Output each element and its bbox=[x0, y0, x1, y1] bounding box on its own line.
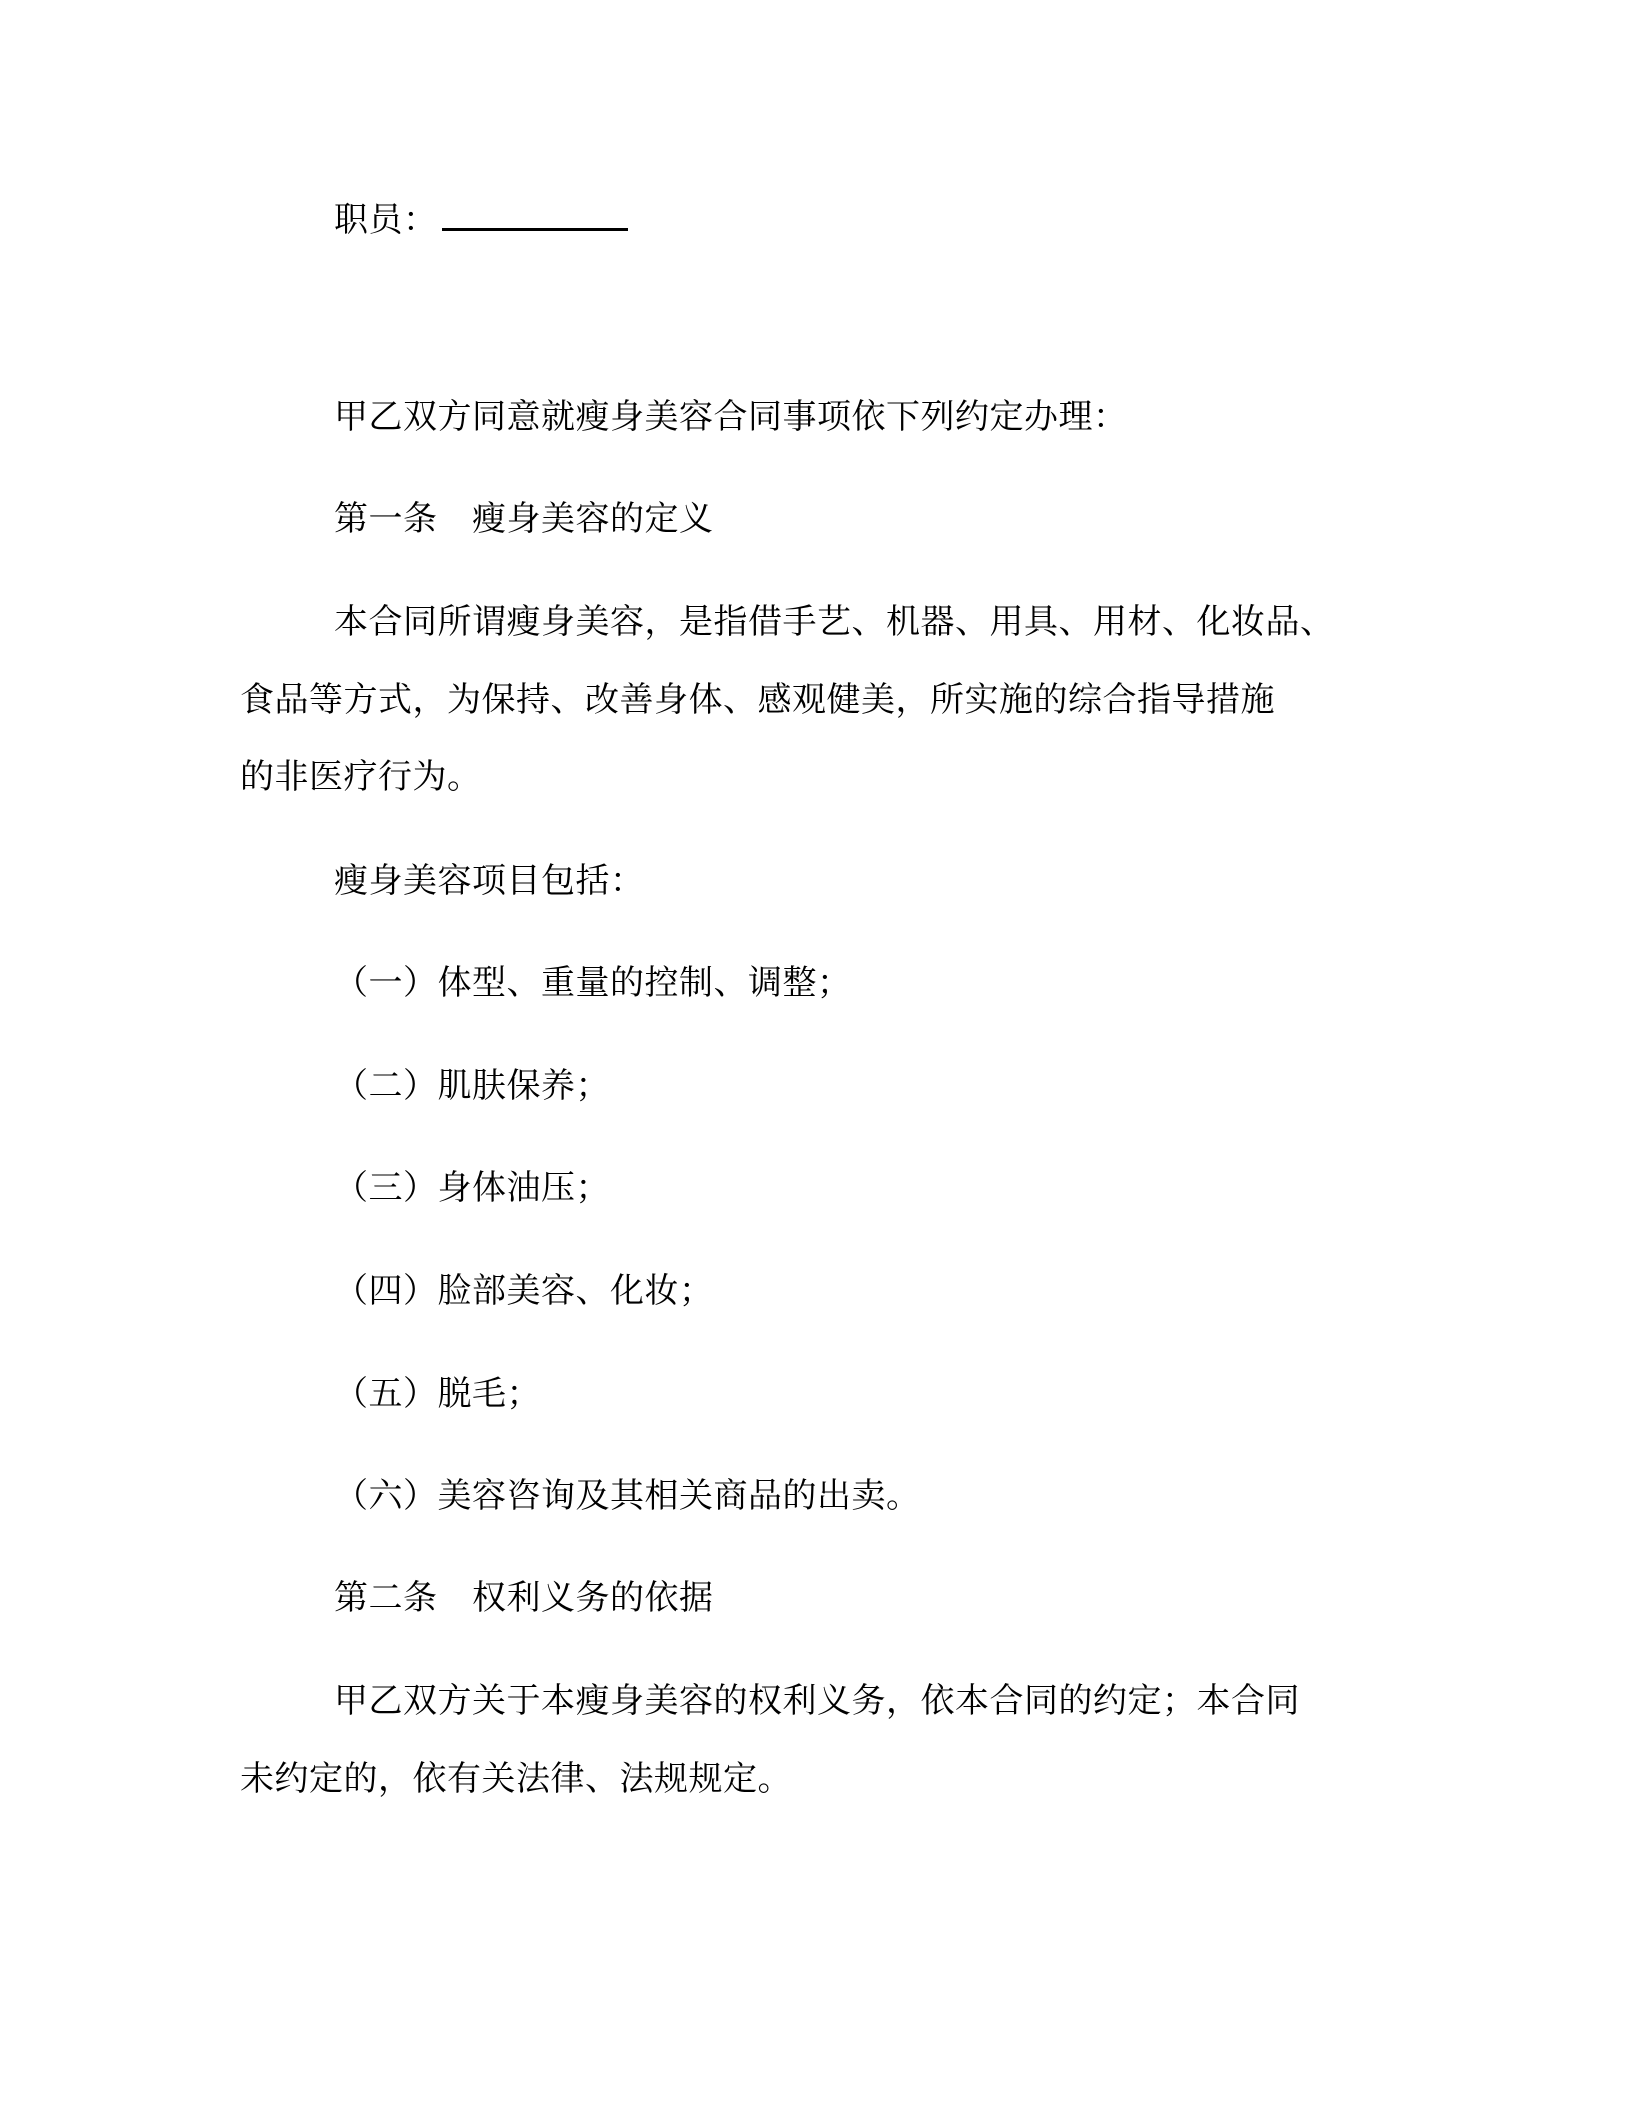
list-item: （二）肌肤保养； bbox=[334, 1066, 610, 1106]
article-2-heading: 第二条 权利义务的依据 bbox=[334, 1578, 714, 1618]
article-1-para-line-2: 食品等方式，为保持、改善身体、感观健美，所实施的综合指导措施 bbox=[240, 680, 1275, 720]
article-1-heading: 第一条 瘦身美容的定义 bbox=[334, 499, 714, 539]
article-1-para-line-1: 本合同所谓瘦身美容，是指借手艺、机器、用具、用材、化妆品、 bbox=[334, 602, 1335, 642]
staff-label: 职员： bbox=[334, 200, 438, 240]
staff-field bbox=[334, 198, 628, 240]
list-item: （三）身体油压； bbox=[334, 1168, 610, 1208]
items-intro: 瘦身美容项目包括： bbox=[334, 861, 645, 901]
article-2-para-line-1: 甲乙双方关于本瘦身美容的权利义务，依本合同的约定；本合同 bbox=[334, 1681, 1300, 1721]
staff-blank-line bbox=[442, 198, 628, 231]
list-item: （四）脸部美容、化妆； bbox=[334, 1271, 714, 1311]
article-2-para-line-2: 未约定的，依有关法律、法规规定。 bbox=[240, 1759, 792, 1799]
list-item: （一）体型、重量的控制、调整； bbox=[334, 963, 852, 1003]
list-item: （五）脱毛； bbox=[334, 1374, 541, 1414]
intro-text: 甲乙双方同意就瘦身美容合同事项依下列约定办理： bbox=[334, 397, 1128, 437]
list-item: （六）美容咨询及其相关商品的出卖。 bbox=[334, 1476, 921, 1516]
article-1-para-line-3: 的非医疗行为。 bbox=[240, 757, 482, 797]
